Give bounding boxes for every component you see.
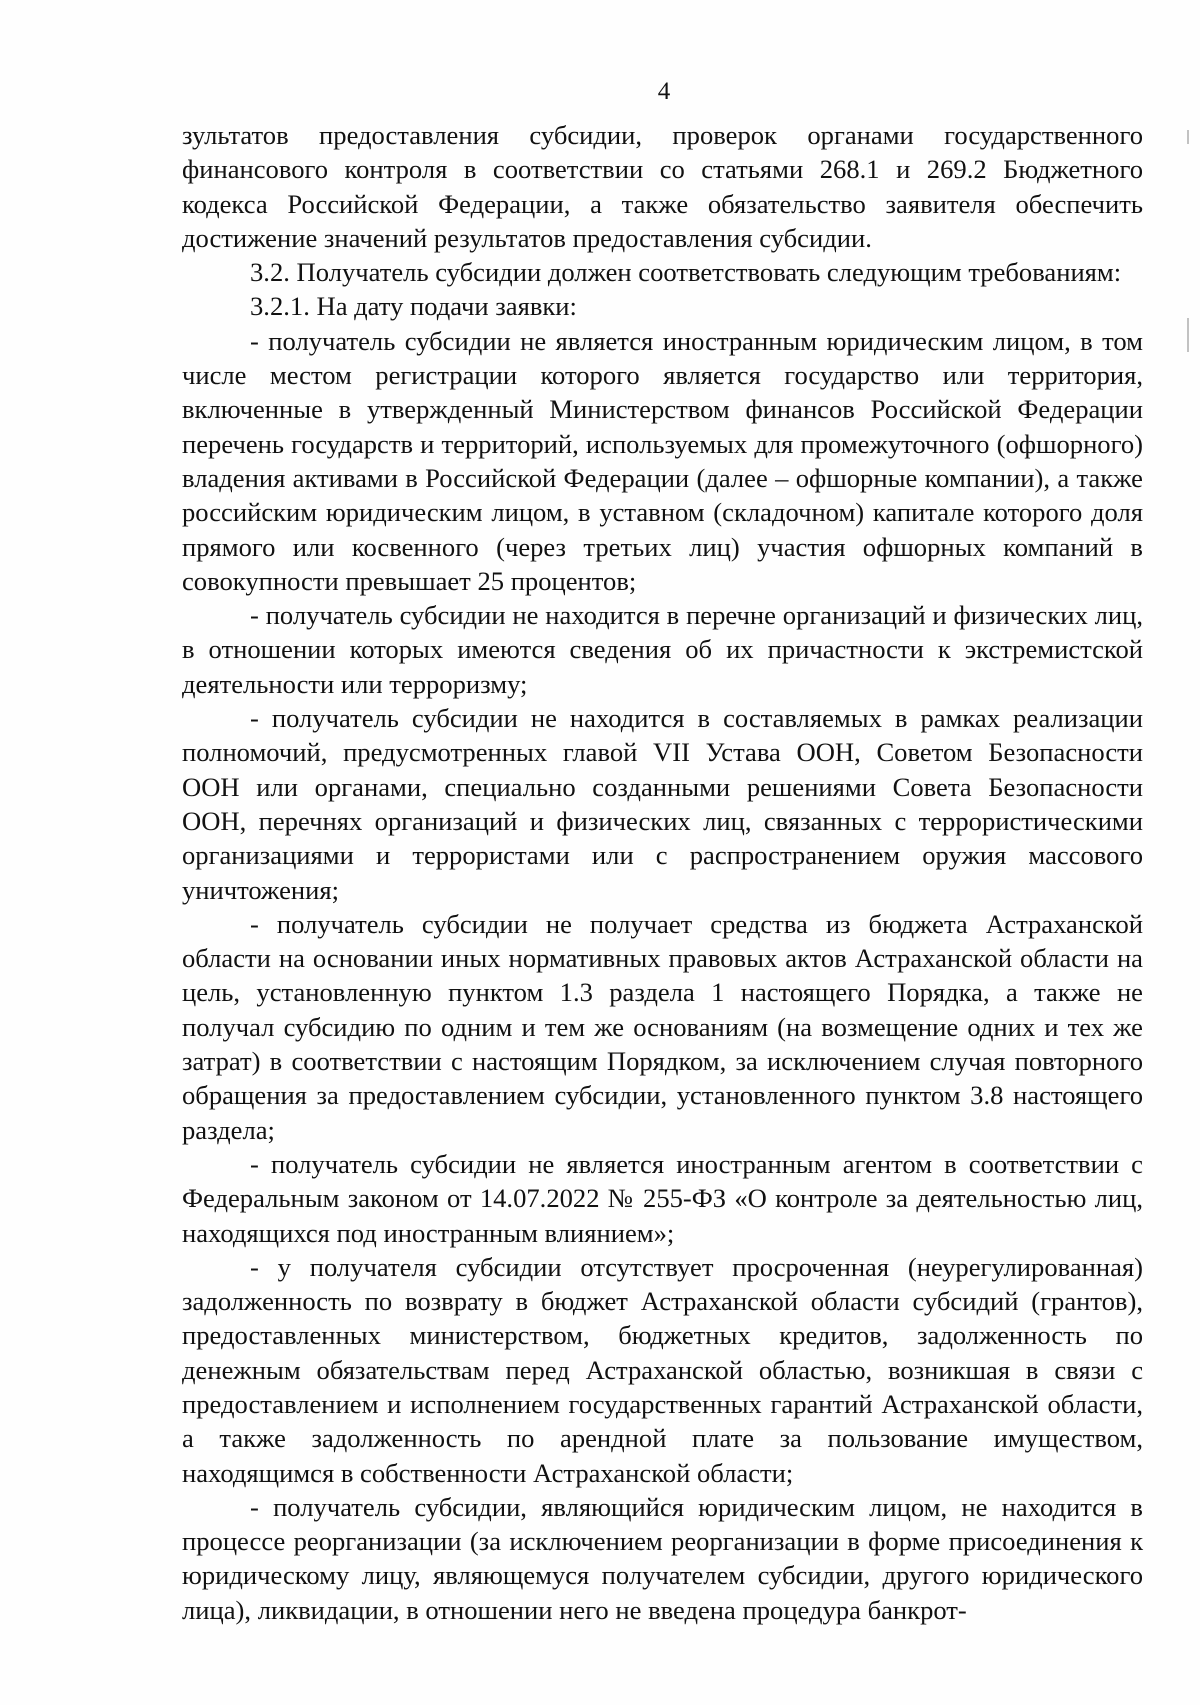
paragraph-clause-3-2-1: 3.2.1. На дату подачи заявки: [250,291,577,322]
scan-margin-mark [1187,318,1189,352]
paragraph-extremism: - получатель субсидии не находится в перечне организаций и физических лиц, в отношении которых имеются сведения об их причастности к экстремистской деятельности или терроризму; [182,600,1143,699]
paragraph-continuation: зультатов предоставления субсидии, проверок органами государственного финансового контроля в соответствии со статьями 268.1 и 269.2 Бюджетного кодекса Российской Федерации, а также обязательство заявителя обеспечить достижение значений результатов предоставления субсидии. [182,120,1143,253]
paragraph-clause-3-2: 3.2. Получатель субсидии должен соответствовать следующим требованиям: [250,257,1122,288]
page-number: 4 [657,78,671,105]
scan-margin-mark [1187,130,1189,144]
paragraph-reorganization: - получатель субсидии, являющийся юридическим лицом, не находится в процессе реорганизации (за исключением реорганизации в форме присоединения к юридическому лицу, являющемуся получателем субсидии, другого юридического лица), ликвидации, в отношении него не введена процедура банкрот- [182,1491,1143,1625]
paragraph-un-lists: - получатель субсидии не находится в составляемых в рамках реализации полномочий, предусмотренных главой VII Устава ООН, Советом Безопасности ООН или органами, специально созданными решениями Совета Безопасности ООН, перечнях организаций и физических лиц, связанных с террористическими организациями и террористами или с распространением оружия массового уничтожения; [182,703,1143,905]
paragraph-foreign-agent: - получатель субсидии не является иностранным агентом в соответствии с Федеральным законом от 14.07.2022 № 255-ФЗ «О контроле за деятельностью лиц, находящихся под иностранным влиянием»; [182,1148,1143,1248]
paragraph-offshore: - получатель субсидии не является иностранным юридическим лицом, в том числе местом регистрации которого является государство или территория, включенные в утвержденный Министерством финансов Российской Федерации перечень государств и территорий, используемых для промежуточного (офшорного) владения активами в Российской Федерации (далее – офшорные компании), а также российским юридическим лицом, в уставном (складочном) капитале которого доля прямого или косвенного (через третьих лиц) участия офшорных компаний в совокупности превышает 25 процентов; [182,325,1143,596]
paragraph-debts: - у получателя субсидии отсутствует просроченная (неурегулированная) задолженность по возврату в бюджет Астраханской области субсидий (грантов), предоставленных министерством, бюджетных кредитов, задолженность по денежным обязательствам перед Астраханской областью, возникшая в связи с предоставлением и исполнением государственных гарантий Астраханской области, а также задолженность по арендной плате за пользование имуществом, находящимся в собственности Астраханской области; [182,1251,1143,1488]
document-body [182,118,1143,1627]
paragraph-other-funds: - получатель субсидии не получает средства из бюджета Астраханской области на основании иных нормативных правовых актов Астраханской области на цель, установленную пунктом 1.3 раздела 1 настоящего Порядка, а также не получал субсидию по одним и тем же основаниям (на возмещение одних и тех же затрат) в соответствии с настоящим Порядком, за исключением случая повторного обращения за предоставлением субсидии, установленного пунктом 3.8 настоящего раздела; [182,908,1143,1145]
